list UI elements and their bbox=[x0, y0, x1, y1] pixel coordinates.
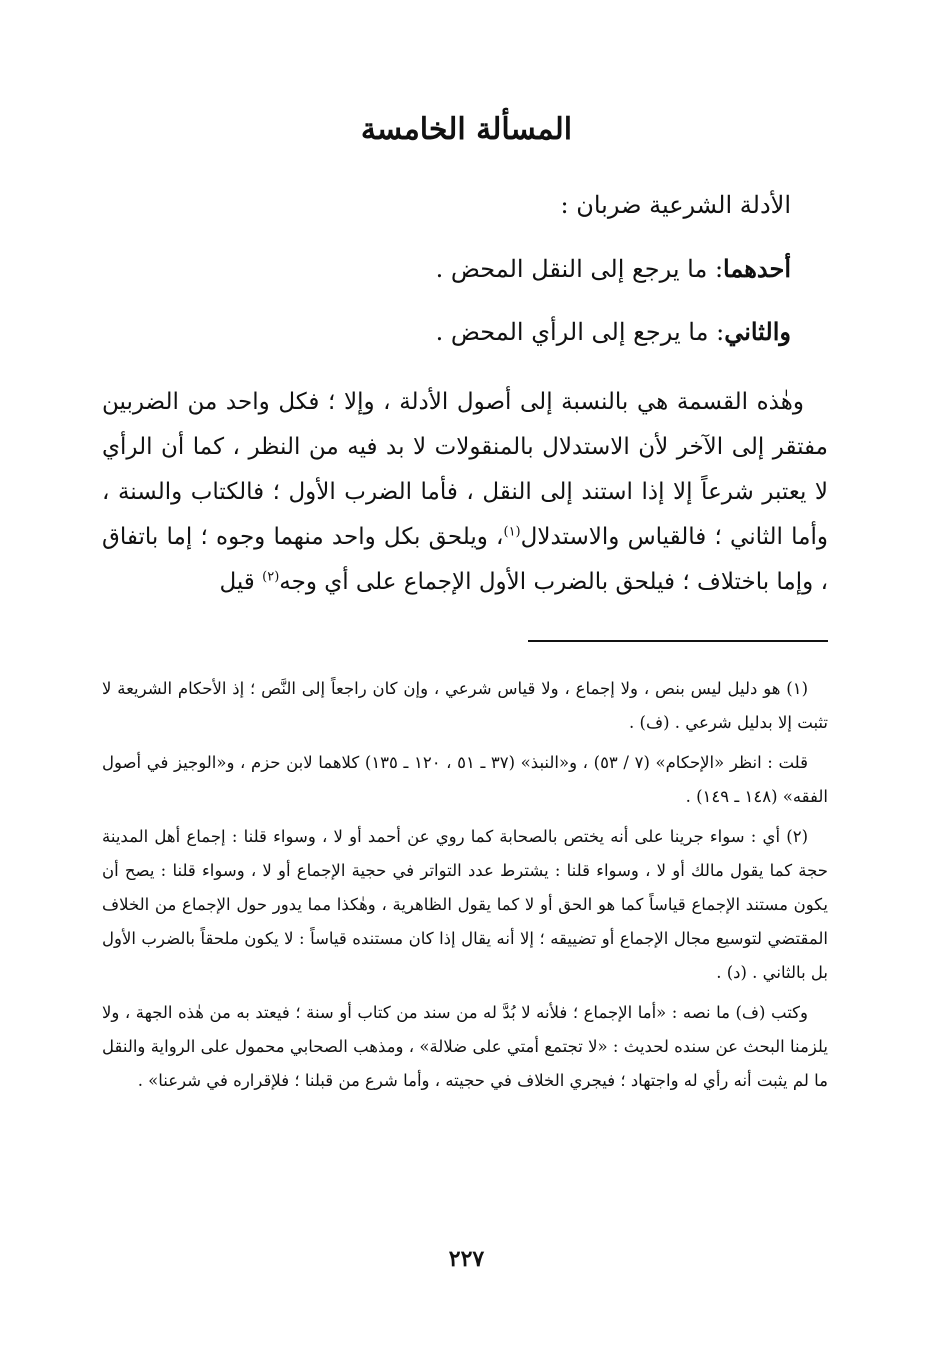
second-type-line bbox=[436, 317, 791, 346]
footnote-1-addendum: قلت : انظر «الإحكام» (٧ / ٥٣) ، و«النبذ» (٣٧ ـ ٥١ ، ١٢٠ ـ ١٣٥) كلاهما لابن حزم ، و«الوجيز في أصول الفقه» (١٤٨ ـ ١٤٩) . bbox=[102, 753, 828, 806]
footnote-2-addendum: وكتب (ف) ما نصه : «أما الإجماع ؛ فلأنه لا بُدَّ له من سند من كتاب أو سنة ؛ فيعتد به من هٰذه الجهة ، ولا يلزمنا البحث عن سنده لحديث : «لا تجتمع أمتي على ضلالة» ، ومذهب الصحابي محمول على الرواية والنقل ما لم يثبت أنه رأي له واجتهاد ؛ فيجري الخلاف في حجيته ، وأما شرع من قبلنا ؛ فلإقراره في شرعنا» . bbox=[102, 1003, 828, 1090]
section-heading: المسألة الخامسة bbox=[360, 112, 573, 147]
second-type-text: : ما يرجع إلى الرأي المحض . bbox=[435, 318, 725, 346]
main-paragraph-part3: قيل bbox=[219, 569, 255, 595]
footnote-ref-2: (٢) bbox=[262, 569, 280, 585]
intro-line: الأدلة الشرعية ضربان : bbox=[560, 191, 791, 219]
footnote-2: (٢) أي : سواء جرينا على أنه يختص بالصحابة كما روي عن أحمد أو لا ، وسواء قلنا : إجماع أهل المدينة حجة كما يقول مالك أو لا ، وسواء قلنا : يشترط عدد التواتر في حجية الإجماع أو لا ، وسواء قلنا : يصح أن يكون مستند الإجماع قياساً كما هو الحق أو لا كما يقول الظاهرية ، وهٰكذا مما يدور حول الإجماع من الخلاف المقتضي لتوسيع مجال الإجماع أو تضييقه ؛ إلا أنه يقال إذا كان مستنده قياساً : لا يكون ملحقاً بالضرب الأول بل بالثاني . (د) . bbox=[102, 827, 828, 982]
main-paragraph-part2: ، ويلحق بكل واحد منهما وجوه ؛ إما باتفاق ، وإما باختلاف ؛ فيلحق بالضرب الأول الإجماع على أي وجه bbox=[102, 524, 828, 595]
main-paragraph-part1: وهٰذه القسمة هي بالنسبة إلى أصول الأدلة ، وإلا ؛ فكل واحد من الضربين مفتقر إلى الآخر لأن الاستدلال بالمنقولات لا بد فيه من النظر ، كما أن الرأي لا يعتبر شرعاً إلا إذا استند إلى النقل ، فأما الضرب الأول ؛ فالكتاب والسنة ، وأما الثاني ؛ فالقياس والاستدلال bbox=[102, 389, 828, 550]
first-type-text: : ما يرجع إلى النقل المحض . bbox=[435, 255, 724, 283]
footnotes bbox=[102, 672, 828, 1104]
footnote-separator bbox=[528, 640, 828, 642]
main-paragraph bbox=[102, 380, 828, 605]
first-type-line bbox=[436, 254, 791, 283]
first-type-label: أحدهما bbox=[723, 254, 791, 283]
footnote-ref-1: (١) bbox=[503, 524, 521, 540]
page-number: ٢٢٧ bbox=[448, 1246, 485, 1272]
footnote-1: (١) هو دليل ليس بنص ، ولا إجماع ، ولا قياس شرعي ، وإن كان راجعاً إلى النَّص ؛ إذ الأحكام الشريعة لا تثبت إلا بدليل شرعي . (ف) . bbox=[102, 679, 828, 732]
second-type-label: والثاني bbox=[724, 317, 791, 346]
